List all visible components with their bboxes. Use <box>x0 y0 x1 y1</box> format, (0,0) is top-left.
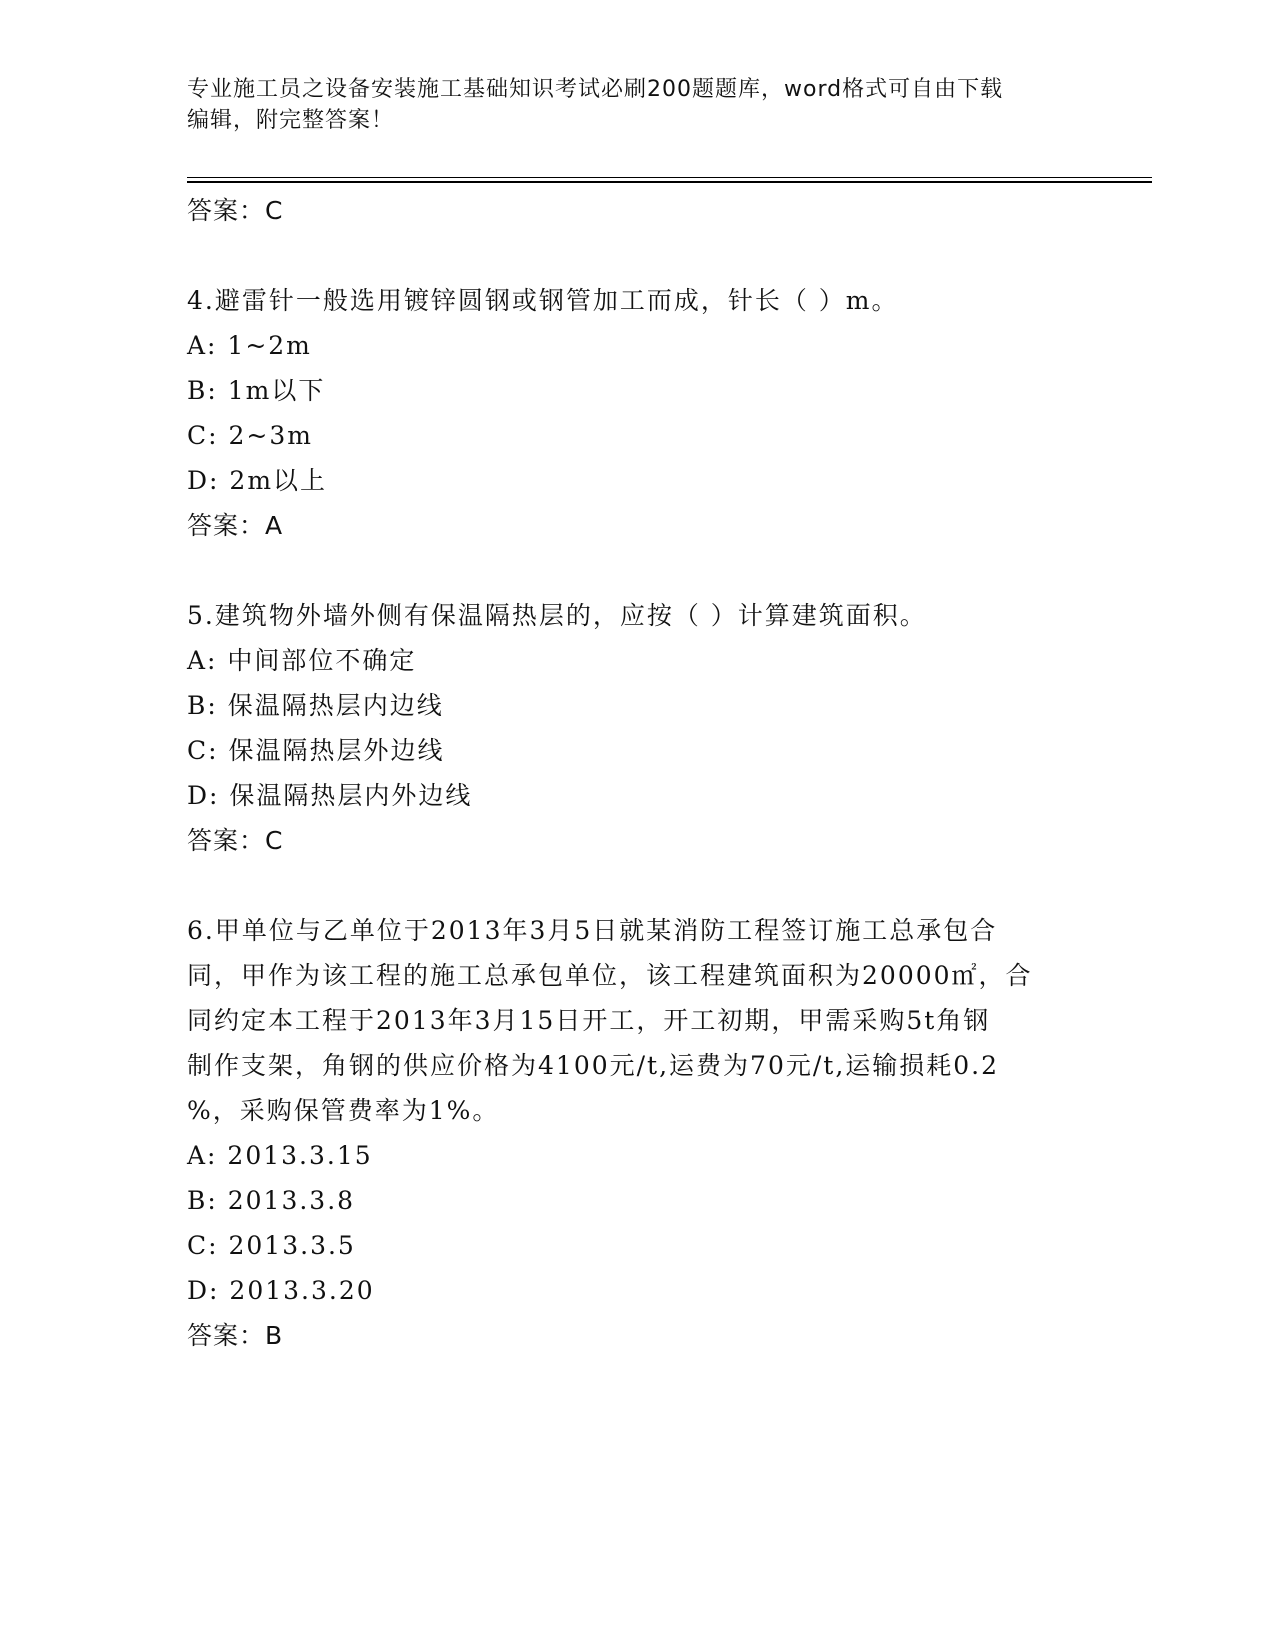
question-text-line-4: 制作支架，角钢的供应价格为4100元/t,运费为70元/t,运输损耗0.2 <box>187 1051 1000 1080</box>
question-text-line-3: 同约定本工程于2013年3月15日开工，开工初期，甲需采购5t角钢 <box>187 1006 991 1035</box>
option-a: A: 中间部位不确定 <box>187 646 417 675</box>
answer-line: 答案：B <box>187 1321 284 1350</box>
document-body <box>187 188 1087 1358</box>
question-6 <box>187 908 1087 1358</box>
question-text: 4.避雷针一般选用镀锌圆钢或钢管加工而成，针长（ ）m。 <box>187 286 899 315</box>
option-d: D: 2m以上 <box>187 466 328 495</box>
option-c: C: 保温隔热层外边线 <box>187 736 445 765</box>
question-text: 5.建筑物外墙外侧有保温隔热层的，应按（ ）计算建筑面积。 <box>187 601 927 630</box>
option-d: D: 2013.3.20 <box>187 1276 375 1305</box>
question-4 <box>187 278 1087 548</box>
option-b: B: 保温隔热层内边线 <box>187 691 444 720</box>
answer-line: 答案：A <box>187 511 284 540</box>
header-line-1: 专业施工员之设备安装施工基础知识考试必刷200题题库，word格式可自由下载 <box>187 77 1004 102</box>
question-text-line-1: 6.甲单位与乙单位于2013年3月5日就某消防工程签订施工总承包合 <box>187 916 998 945</box>
document-header <box>187 74 1087 136</box>
header-line-2: 编辑，附完整答案！ <box>187 108 395 133</box>
option-a: A: 1~2m <box>187 331 312 360</box>
option-a: A: 2013.3.15 <box>187 1141 373 1170</box>
option-b: B: 1m以下 <box>187 376 326 405</box>
option-c: C: 2013.3.5 <box>187 1231 356 1260</box>
answer-line: 答案：C <box>187 826 284 855</box>
question-text-line-5: %，采购保管费率为1%。 <box>187 1096 500 1125</box>
answer-line: 答案：C <box>187 196 284 225</box>
option-b: B: 2013.3.8 <box>187 1186 356 1215</box>
question-5 <box>187 593 1087 863</box>
header-divider-thin <box>187 177 1152 178</box>
option-c: C: 2~3m <box>187 421 313 450</box>
question-text-line-2: 同，甲作为该工程的施工总承包单位，该工程建筑面积为20000㎡，合 <box>187 961 1033 990</box>
option-d: D: 保温隔热层内外边线 <box>187 781 473 810</box>
header-divider-thick <box>187 181 1152 183</box>
